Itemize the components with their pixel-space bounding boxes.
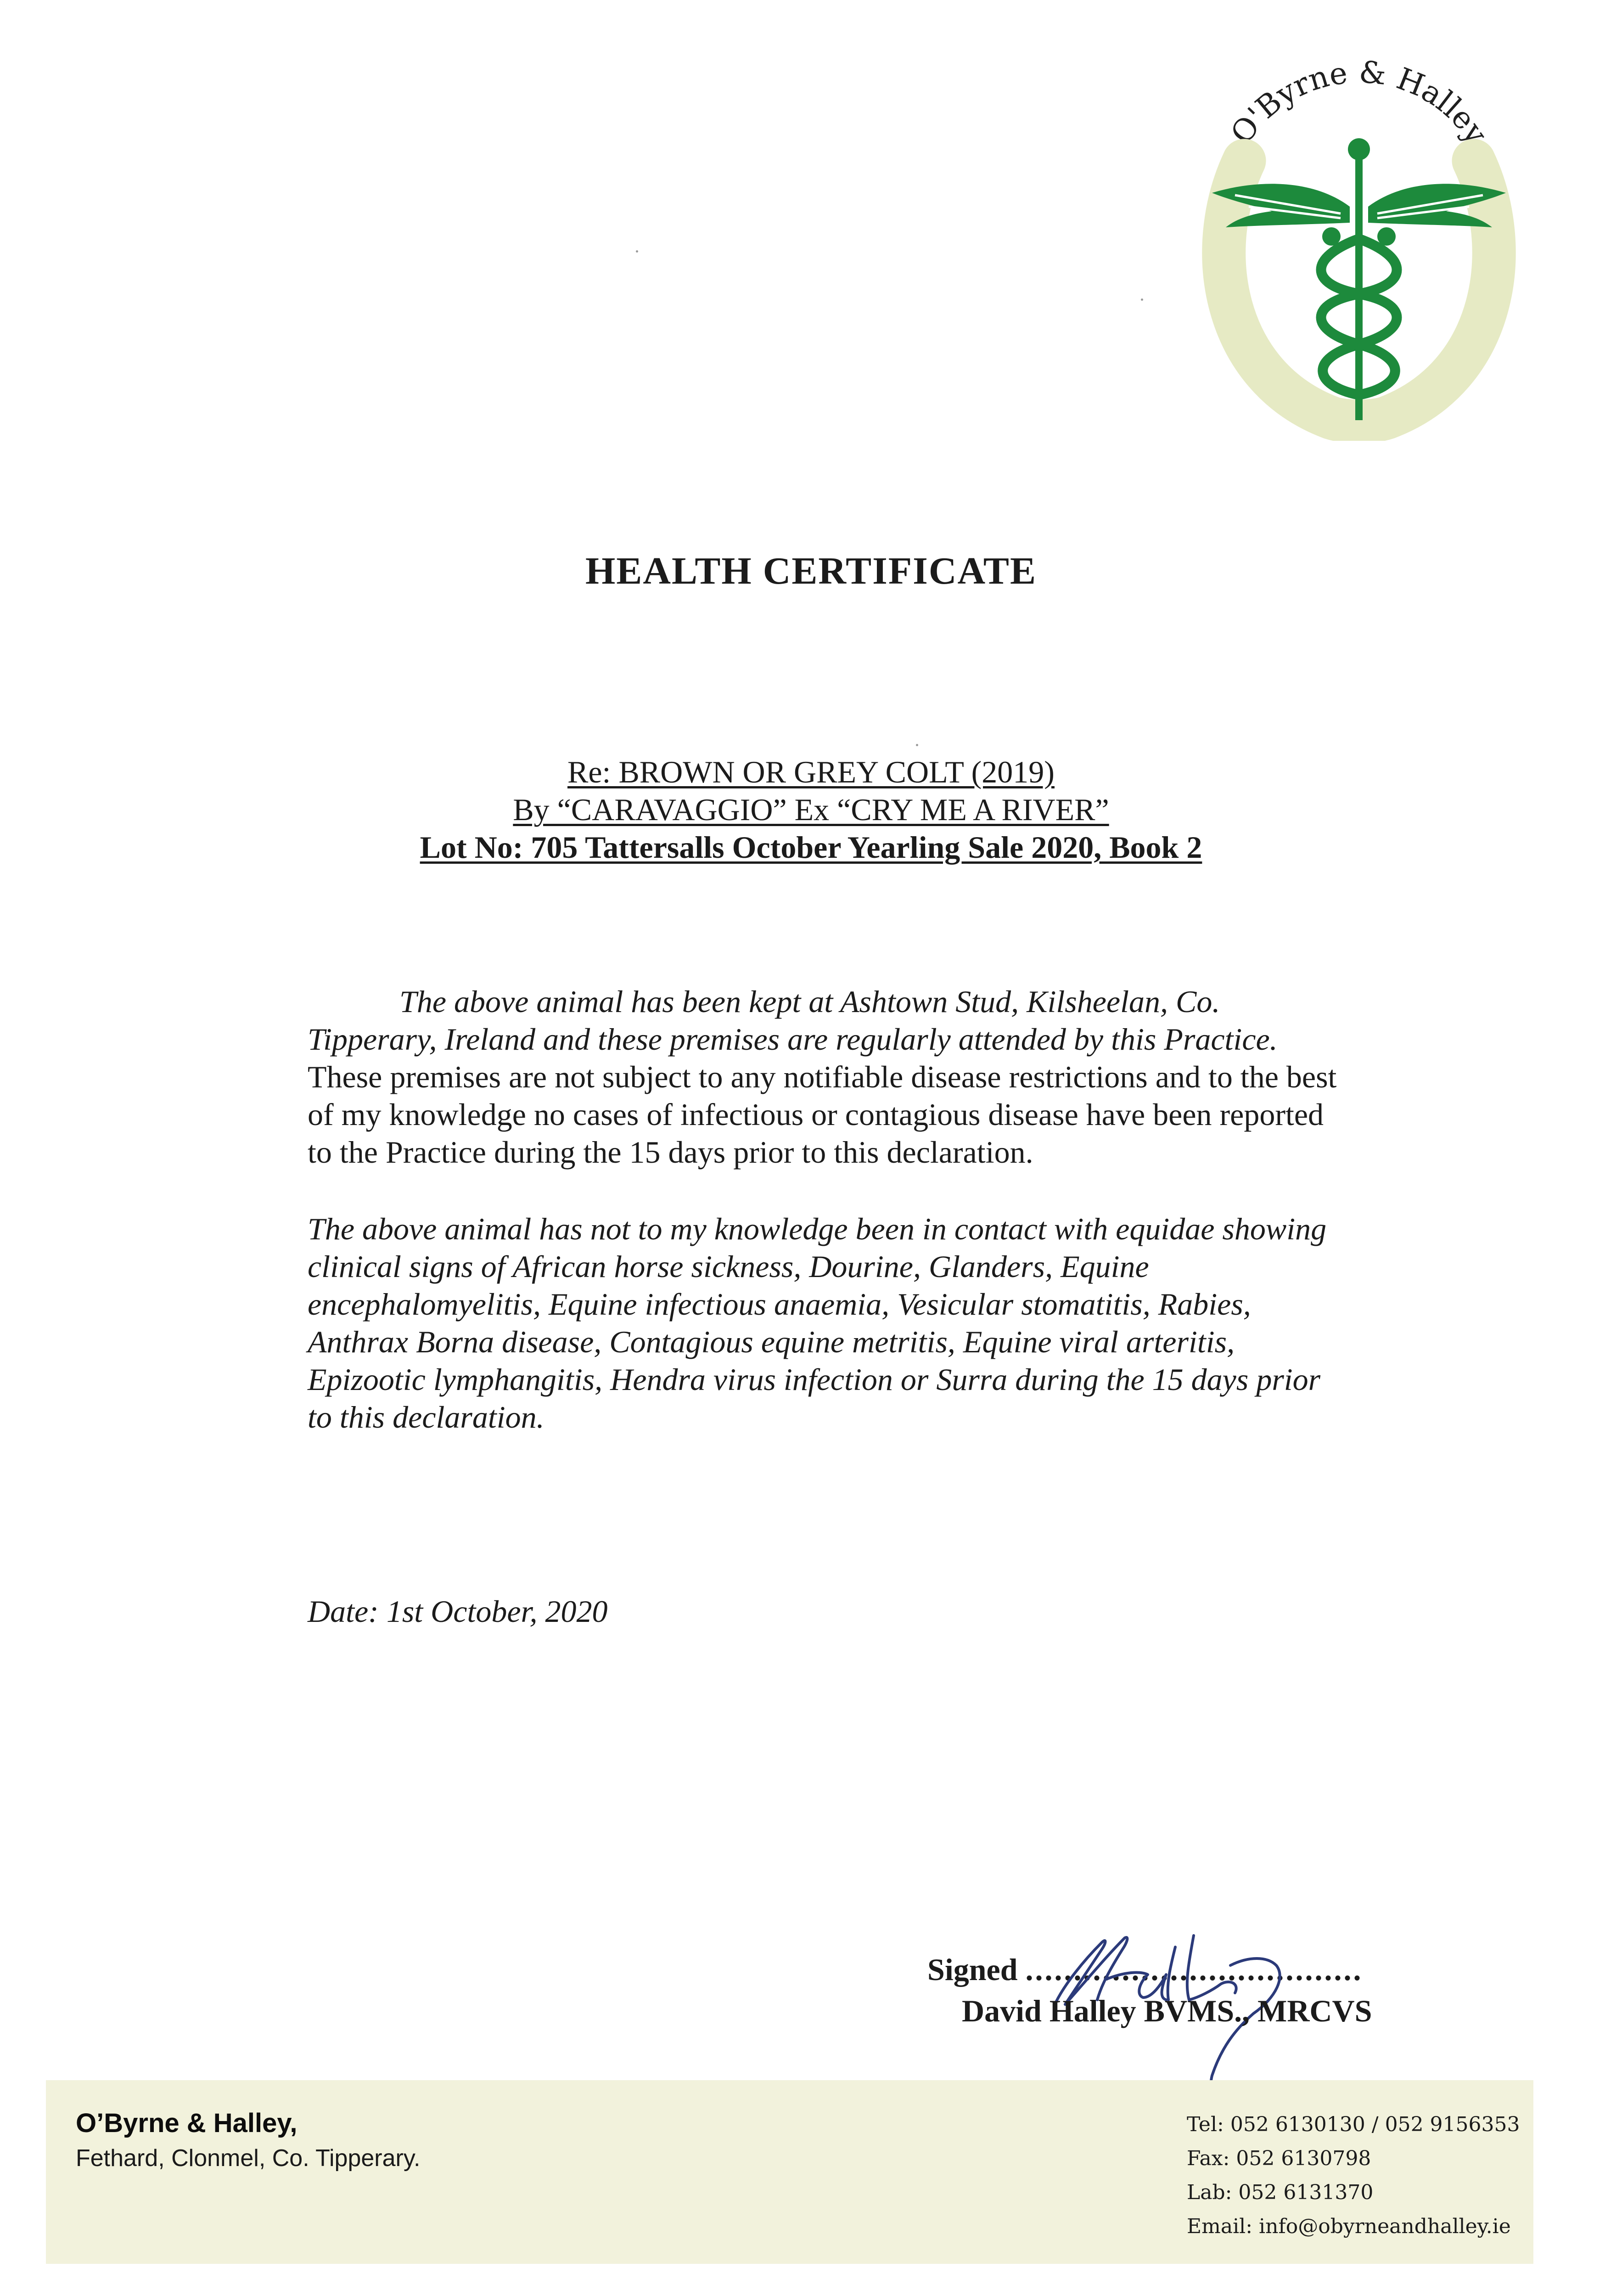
reference-lot: Lot No: 705 Tattersalls October Yearling Sale 2020, Book 2 xyxy=(420,830,1202,865)
certificate-date: Date: 1st October, 2020 xyxy=(308,1594,608,1629)
paragraph-line: to this declaration. xyxy=(308,1400,544,1435)
paragraph-line: Epizootic lymphangitis, Hendra virus infection or Surra during the 15 days prior xyxy=(308,1362,1321,1397)
paragraph-line: to the Practice during the 15 days prior to this declaration. xyxy=(308,1135,1033,1170)
page-title: HEALTH CERTIFICATE xyxy=(585,550,1037,592)
scan-speck xyxy=(1141,298,1143,301)
paragraph-line: clinical signs of African horse sickness, Dourine, Glanders, Equine xyxy=(308,1249,1149,1284)
reference-animal: Re: BROWN OR GREY COLT (2019) xyxy=(567,754,1055,789)
company-name: O’Byrne & Halley, xyxy=(76,2108,297,2138)
paragraph-line: The above animal has been kept at Ashtown Stud, Kilsheelan, Co. xyxy=(399,984,1220,1019)
signed-label: Signed xyxy=(927,1952,1018,1987)
paragraph-line: of my knowledge no cases of infectious or contagious disease have been reported xyxy=(308,1097,1324,1132)
paragraph-line: Tipperary, Ireland and these premises are regularly attended by this Practice. xyxy=(308,1022,1278,1057)
signature-dotted-line: ................................... xyxy=(1025,1952,1363,1987)
paragraph-line: These premises are not subject to any notifiable disease restrictions and to the best xyxy=(308,1059,1337,1094)
paragraph-line: encephalomyelitis, Equine infectious anaemia, Vesicular stomatitis, Rabies, xyxy=(308,1287,1251,1322)
practice-logo xyxy=(1194,55,1524,441)
reference-pedigree: By “CARAVAGGIO” Ex “CRY ME A RIVER” xyxy=(513,792,1109,827)
logo-text xyxy=(1224,55,1494,151)
contact-details xyxy=(1187,2108,1520,2244)
company-address: Fethard, Clonmel, Co. Tipperary. xyxy=(76,2145,421,2172)
signer-name: David Halley BVMS., MRCVS xyxy=(962,1993,1372,2028)
reference-block xyxy=(0,753,1622,866)
lab-number: Lab: 052 6131370 xyxy=(1187,2181,1374,2204)
paragraph-line: The above animal has not to my knowledge been in contact with equidae showing xyxy=(308,1211,1327,1246)
email-address: Email: info@obyrneandhalley.ie xyxy=(1187,2215,1511,2238)
paragraph-line: Anthrax Borna disease, Contagious equine metritis, Equine viral arteritis, xyxy=(308,1324,1235,1359)
logo-text-path: O'Byrne & Halley xyxy=(1224,55,1495,151)
scan-speck xyxy=(636,250,638,253)
disease-contact-paragraph xyxy=(308,1210,1377,1436)
premises-paragraph xyxy=(308,983,1377,1171)
fax-number: Fax: 052 6130798 xyxy=(1187,2147,1371,2170)
phone-number: Tel: 052 6130130 / 052 9156353 xyxy=(1187,2113,1520,2136)
scan-speck xyxy=(916,744,918,746)
